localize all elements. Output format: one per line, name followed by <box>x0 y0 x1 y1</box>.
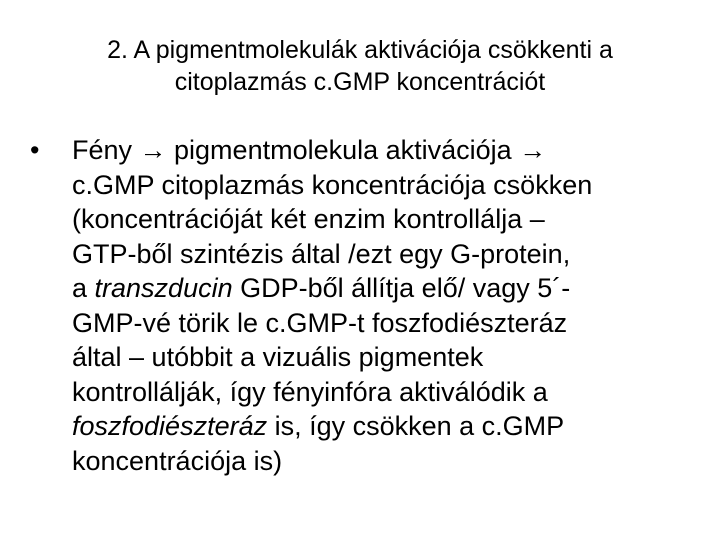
bullet-line <box>72 444 592 479</box>
bullet-line <box>72 202 592 237</box>
bullet-line <box>72 409 592 444</box>
text-segment: GTP-ből szintézis által /ezt egy G-protein, <box>72 238 571 269</box>
title-line: 2. A pigmentmolekulák aktivációja csökkenti a <box>107 36 613 64</box>
slide-title <box>40 34 680 98</box>
bullet-text <box>72 133 592 478</box>
italic-term-foszfodieszteraz: foszfodiészteráz <box>72 411 268 441</box>
text-segment: (koncentrációját két enzim kontrollálja – <box>72 204 545 234</box>
bullet-line <box>72 375 592 410</box>
italic-term-transzducin: transzducin <box>94 273 233 303</box>
title-line: citoplazmás c.GMP koncentrációt <box>174 68 546 96</box>
bullet-line <box>72 340 592 375</box>
text-segment: koncentrációja is) <box>72 445 283 476</box>
text-segment: GMP-vé törik le c.GMP-t foszfodiészteráz <box>72 307 568 338</box>
bullet-line <box>72 271 592 306</box>
text-segment: kontrollálják, így fényinfóra aktiválódik a <box>72 376 548 407</box>
bullet-icon: • <box>30 135 40 165</box>
bullet-line <box>72 237 592 272</box>
text-segment: a <box>72 273 95 303</box>
bullet-line <box>72 168 592 203</box>
text-segment: Fény → pigmentmolekula aktivációja → <box>72 135 547 165</box>
bullet-line <box>72 133 592 168</box>
text-segment: által – utóbbit a vizuális pigmentek <box>72 342 484 372</box>
text-segment: is, így csökken a c.GMP <box>267 411 565 441</box>
text-segment: GDP-ből állítja elő/ vagy 5´- <box>232 273 571 303</box>
text-segment: c.GMP citoplazmás koncentrációja csökken <box>72 169 593 200</box>
bullet-line <box>72 306 592 341</box>
